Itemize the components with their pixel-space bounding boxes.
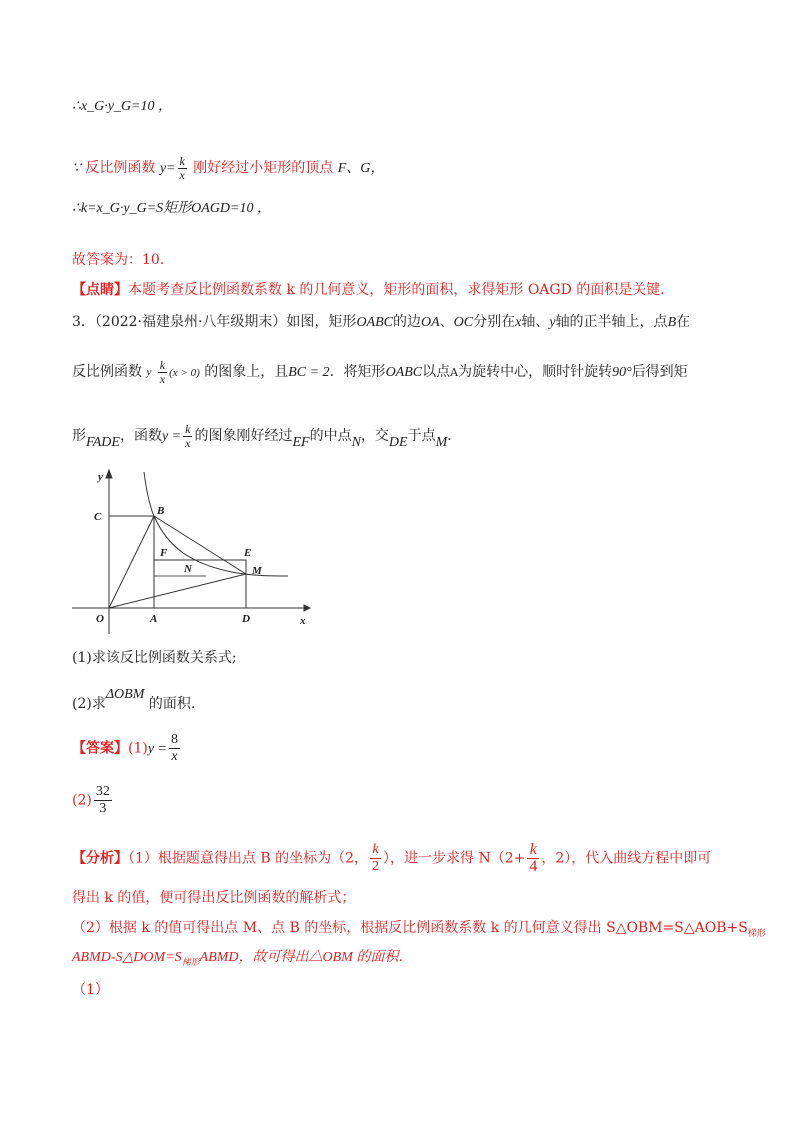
seg-oc: OC [453, 315, 474, 330]
y-eq: y= [159, 161, 176, 176]
analysis-fraction-k4: $\frac{k}{4}$ [529, 841, 538, 875]
fraction-k-x-cond: $\frac{k}{x}$ [159, 357, 166, 386]
answer-tag: 【答案】 [72, 740, 128, 757]
answer-1-label: (1) [128, 740, 148, 757]
analysis-text-4b: ABMD，故可得出△OBM 的面积． [199, 950, 413, 965]
label-c: C [94, 511, 102, 523]
text-point: 以点 [422, 364, 451, 380]
text-at: 在 [676, 314, 691, 330]
condition-x: (x > 0) [169, 367, 200, 379]
rect-fade: FADE [86, 435, 120, 450]
label-f: F [160, 547, 168, 559]
text-intersect: ，交 [360, 428, 389, 444]
passes-text: 刚好经过小矩形的顶点 [193, 160, 334, 176]
answer-line: 故答案为：10． [72, 252, 174, 268]
seg-ob [109, 516, 154, 608]
rect-fade-shape [154, 560, 246, 608]
label-a: A [150, 613, 158, 625]
text-function: ，函数 [119, 428, 162, 444]
angle-90: 90° [612, 365, 632, 380]
seg-om [109, 574, 246, 608]
analysis-tag: 【分析】 [72, 850, 128, 867]
seg-ef: EF [292, 435, 310, 450]
text-midpoint: 的中点 [309, 428, 352, 444]
rect-oabc-2: OABC [385, 365, 423, 380]
question-2 [72, 680, 195, 719]
axis-x: x [515, 315, 522, 330]
analysis-line1 [72, 842, 711, 875]
q2-prefix: (2)求 [72, 696, 106, 712]
label-d: D [242, 613, 250, 625]
text-rotate: ．将矩形 [329, 364, 386, 380]
triangle-obm: ΔOBM [105, 687, 145, 702]
point-b: B [667, 315, 677, 330]
analysis-sub-4: 梯形 [181, 956, 200, 967]
x-axis-arrow [304, 605, 310, 611]
seg-oa: OA [421, 315, 440, 330]
y-axis-arrow [106, 470, 112, 478]
label-o: O [96, 613, 104, 625]
analysis-text-3: （2）根据 k 的值可得出点 M、点 B 的坐标，根据反比例函数系数 k 的几何意义得出 S△OBM=S△AOB+S [72, 920, 748, 936]
problem3-line2 [72, 358, 688, 387]
y-eq-2: y = [161, 429, 182, 444]
text-passes: 的图象刚好经过 [194, 428, 293, 444]
analysis-line4 [72, 948, 412, 972]
text-get-rect: 后得到矩 [631, 364, 688, 380]
text-positive: 轴的正半轴上，点 [555, 314, 668, 330]
seg-de: DE [388, 435, 408, 450]
text-inverse: 反比例函数 [72, 364, 142, 380]
answer-block [72, 732, 182, 766]
key-point-text: 本题考查反比例函数系数 k 的几何意义，矩形的面积，求得矩形 OAGD 的面积是关键． [128, 282, 675, 298]
line-k-value [72, 198, 271, 219]
axis-y: y [549, 315, 556, 330]
geometry-figure [72, 464, 312, 634]
line-hyperbola-passes: ∵ 反比例函数 y= $\frac{k}{x}$ 刚好经过小矩形的顶点 F、G， [72, 153, 385, 182]
hyperbola-text: 反比例函数 [85, 160, 156, 176]
answer-2-fraction: $\frac{32}{3}$ [95, 784, 110, 816]
analysis-fraction-k2: $\frac{k}{2}$ [372, 842, 380, 874]
fraction-k-x-2: $\frac{k}{x}$ [185, 421, 191, 450]
text-on: 分别在 [473, 314, 516, 330]
problem3-line3 [72, 422, 461, 457]
analysis-text-1b: ），进一步求得 N（2+ [383, 850, 526, 867]
analysis-line2: 得出 k 的值，便可得出反比例函数的解析式； [72, 890, 356, 906]
label-b: B [157, 505, 165, 517]
key-point-tag: 【点睛】 [72, 282, 128, 298]
point-n: N [351, 435, 361, 450]
equation-k: ∴k=x_G·y_G=S矩形OAGD=10 ， [72, 201, 271, 216]
y-symbol: y [146, 366, 152, 378]
label-y: y [98, 471, 103, 483]
label-e: E [244, 547, 252, 559]
analysis-text-1c: ，2），代入曲线方程中即可 [541, 850, 712, 867]
label-m: M [252, 565, 262, 577]
text-at-point: 于点 [407, 428, 436, 444]
answer-1-y: y = [147, 741, 168, 757]
label-n: N [184, 563, 192, 575]
answer-2 [72, 784, 114, 817]
problem3-intro: 3．（2022·福建泉州·八年级期末）如图，矩形 [72, 314, 357, 330]
line-xg-yg [72, 96, 172, 117]
seg-bm [154, 516, 246, 574]
bc-eq: BC = 2 [288, 365, 330, 380]
analysis-line3 [72, 918, 766, 944]
analysis-line5: （1） [72, 982, 109, 998]
text-center: 为旋转中心，顺时针旋转 [458, 364, 613, 380]
question-1: (1)求该反比例函数关系式; [72, 650, 237, 666]
text-edge: 的边 [393, 314, 421, 330]
analysis-text-4a: ABMD-S△DOM=S [72, 950, 182, 965]
fraction-k-x: $\frac{k}{x}$ [179, 153, 185, 182]
answer-2-label: (2) [72, 792, 92, 809]
answer-1-fraction: $\frac{8}{x}$ [171, 732, 179, 764]
rect-oabc: OABC [356, 315, 393, 330]
text-shape: 形 [72, 428, 86, 444]
key-point-line [72, 280, 674, 300]
analysis-sub-3: 梯形 [747, 928, 766, 939]
points-fg: F、G， [337, 161, 385, 176]
point-m: M [435, 435, 448, 450]
point-a: A [450, 366, 459, 379]
text-graph: 的图象上，且 [204, 364, 289, 380]
text-sep: 、 [439, 314, 454, 330]
q2-suffix: 的面积. [148, 696, 196, 712]
label-x: x [300, 615, 306, 627]
equation-xg-yg: ∴x_G·y_G=10 ， [72, 99, 173, 114]
text-period: ． [447, 428, 462, 444]
text-axis: 轴、 [521, 314, 550, 330]
problem3-line1 [72, 312, 690, 333]
analysis-text-1a: （1）根据题意得出点 B 的坐标为（2， [128, 850, 369, 867]
